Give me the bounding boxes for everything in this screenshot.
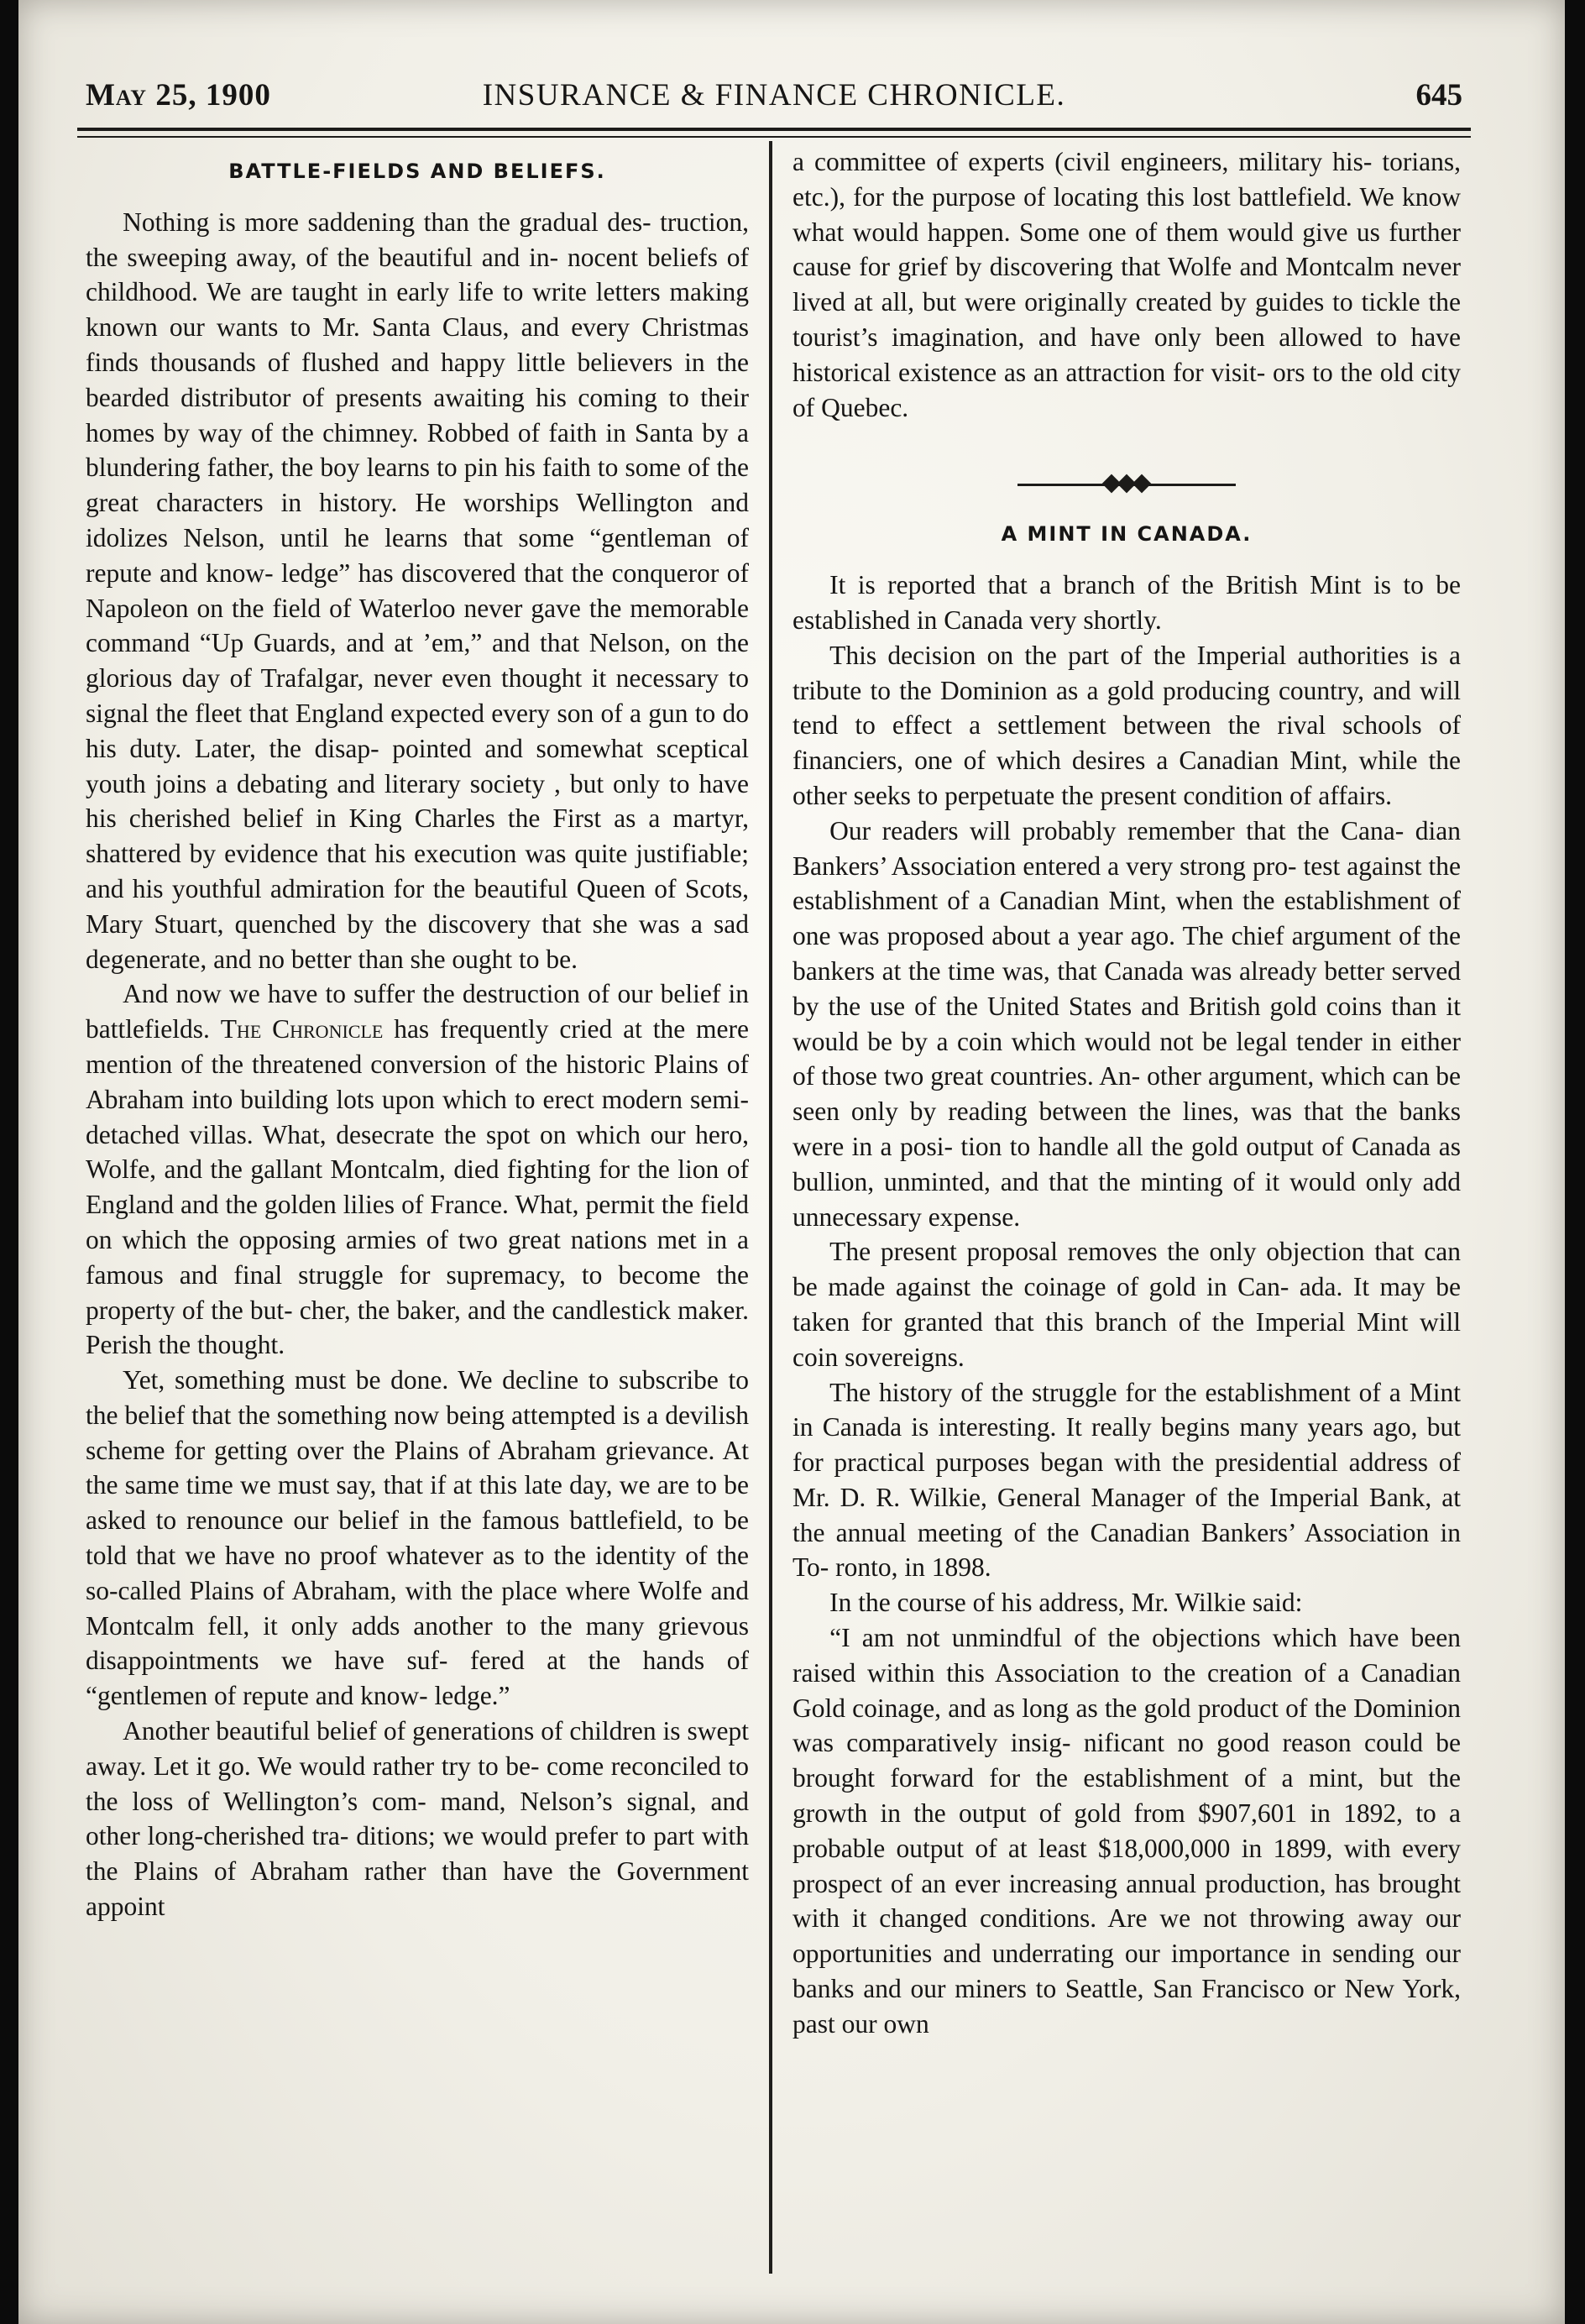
header-rule-thin [77,136,1471,138]
page-number: 645 [1415,78,1462,113]
article-heading-mint: A MINT IN CANADA. [1001,522,1253,547]
left-column [86,144,749,1924]
paragraph: In the course of his address, Mr. Wilkie said: [829,1588,1303,1618]
quotation-paragraph: “I am not unmindful of the objections which have been raised within this Association to the creation of a Canadian Gold coinage, and as long as the gold product of the Dominion was comparatively insig- nificant no good reason could be brought forward for the establishment of a mint, but the growth in the output of gold from $907,601 in 1892, to a probable output of at least $18,000,000 in 1899, with every prospect of an ever increasing annual production, has brought with it changed conditions. Are we not throwing away our opportunities and underrating our importance in sending our banks and our miners to Seattle, San Francisco or New York, past our own [792,1623,1461,2039]
paragraph: Another beautiful belief of generations of children is swept away. Let it go. We would rather try to be- come reconciled to the loss of Wellington’s com- mand, Nelson’s signal, and other long-cherished tra- ditions; we would prefer to part with the Plains of Abraham rather than have the Government appoint [86,1716,749,1922]
section-ornament [1017,474,1236,495]
ornament-diamond [1133,474,1152,494]
paragraph: It is reported that a branch of the British Mint is to be established in Canada very shortly. [792,570,1461,635]
chronicle-name: The Chronicle [220,1014,384,1044]
issue-date: May 25, 1900 [86,78,271,113]
page-header [86,77,1462,119]
paragraph: This decision on the part of the Imperial authorities is a tribute to the Dominion as a gold producing country, and will tend to effect a settlement between the rival schools of financiers, one of which desires a Canadian Mint, while the other seeks to perpetuate the present condition of affairs. [792,640,1461,810]
paragraph-text: has frequently cried at the mere mention of the threatened conversion of the historic Plains of Abraham into building lots upon which to erect modern semi-detached villas. What, desecrate the spot on which our hero, Wolfe, and the gallant Montcalm, died fighting for the lion of England and the golden lilies of France. What, permit the field on which the opposing armies of two great nations met in a famous and final struggle for supremacy, to become the property of the but- cher, the baker, and the candlestick maker. Perish the thought. [86,1014,750,1360]
paragraph: Our readers will probably remember that the Cana- dian Bankers’ Association entered a very strong pro- test against the establishment of a Canadian Mint, when the establishment of one was proposed about a year ago. The chief argument of the bankers at the time was, that Canada was already better served by the use of the United States and British gold coins than it would be by a coin which would not be legal tender in either of those two great countries. An- other argument, which can be seen only by reading between the lines, was that the banks were in a posi- tion to handle all the gold output of Canada as bullion, unminted, and that the minting of it would only add unnecessary expense. [792,815,1461,1232]
newspaper-page [18,0,1565,2324]
paragraph: The present proposal removes the only objection that can be made against the coinage of gold in Can- ada. It may be taken for granted that this branch of the Imperial Mint will coin sovereigns. [792,1237,1461,1372]
paragraph: Yet, something must be done. We decline to subscribe to the belief that the something now being attempted is a devilish scheme for getting over the Plains of Abraham grievance. At the same time we must say, that if at this late day, we are to be asked to renounce our belief in the famous battlefield, to be told that we have no proof whatever as to the identity of the so-called Plains of Abraham, with the place where Wolfe and Montcalm fell, it only adds another to the many grievous disappointments we have suf- fered at the hands of “gentlemen of repute and know- ledge.” [86,1365,749,1711]
paragraph-text: And now we have to suffer the destruction of our belief in battlefields. [86,979,749,1044]
right-column [792,144,1461,2042]
column-divider [769,141,772,2274]
paragraph: The history of the struggle for the establishment of a Mint in Canada is interesting. It really begins many years ago, but for practical purposes began with the presidential address of Mr. D. R. Wilkie, General Manager of the Imperial Bank, at the annual meeting of the Canadian Bankers’ Association in To- ronto, in 1898. [792,1377,1461,1583]
article-heading-battlefields: BATTLE-FIELDS AND BELIEFS. [228,160,606,183]
publication-title: INSURANCE & FINANCE CHRONICLE. [482,78,1066,113]
header-rule [77,128,1471,131]
paragraph: Nothing is more saddening than the gradual des- truction, the sweeping away, of the beautiful and in- nocent beliefs of childhood. We are taught in early life to write letters making known our wants to Mr. Santa Claus, and every Christmas finds thousands of flushed and happy little believers in the bearded distributor of presents awaiting his coming to their homes by way of the chimney. Robbed of faith in Santa by a blundering father, the boy learns to pin his faith to some of the great characters in history. He worships Wellington and idolizes Nelson, until he learns that some “gentleman of repute and know- ledge” has discovered that the conqueror of Napoleon on the field of Waterloo never gave the memorable command “Up Guards, and at ’em,” and that Nelson, on the glorious day of Trafalgar, never even thought it necessary to signal the fleet that England expected every son of a gun to do his duty. Later, the disap- pointed and somewhat sceptical youth joins a debating and literary society , but only to have his cherished belief in King Charles the First as a martyr, shattered by evidence that his execution was quite justifiable; and his youthful admiration for the beautiful Queen of Scots, Mary Stuart, quenched by the discovery that she was a sad degenerate, and no better than she ought to be. [86,207,749,974]
paragraph [86,976,749,1363]
paragraph-continued: a committee of experts (civil engineers, military his- torians, etc.), for the purpose of locating this lost battlefield. We know what would happen. Some one of them would give us further cause for grief by discovering that Wolfe and Montcalm never lived at all, but were originally created by guides to tickle the tourist’s imagination, and have only been allowed to have historical existence as an attraction for visit- ors to the old city of Quebec. [792,147,1461,422]
